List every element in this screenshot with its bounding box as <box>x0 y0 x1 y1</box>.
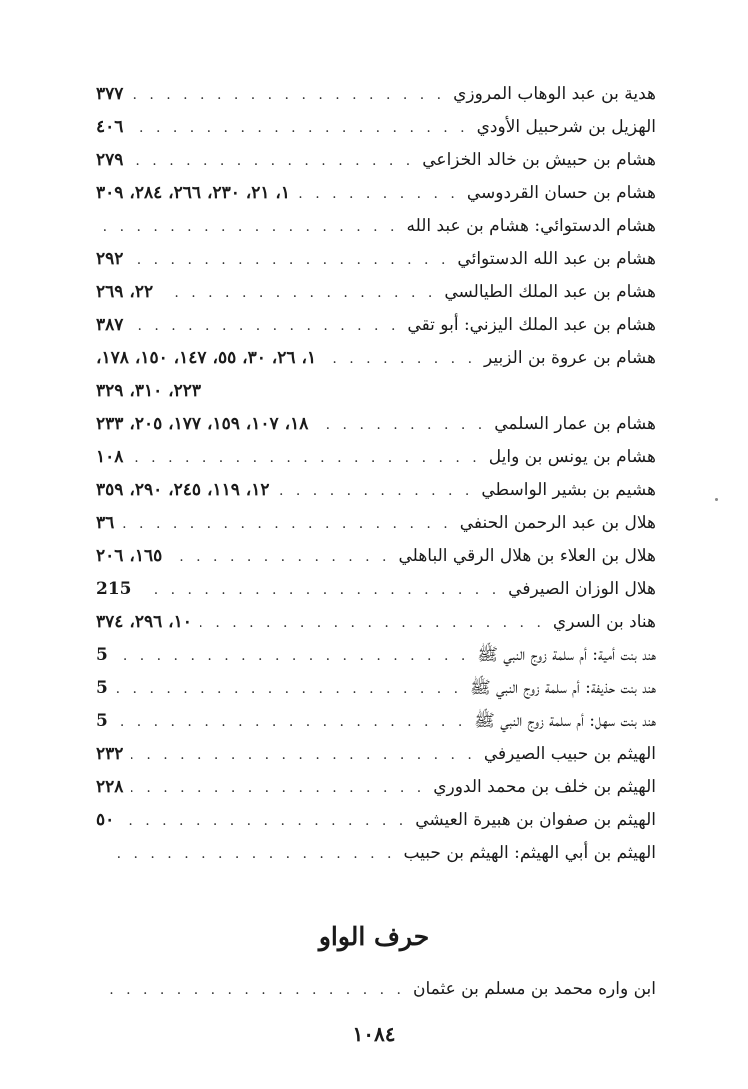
leader-dots <box>316 409 486 442</box>
entry-pages: ٣٦ <box>96 513 115 533</box>
section-index-list <box>96 973 656 1006</box>
entry-name: هلال الوزان الصيرفي <box>508 579 656 599</box>
index-entry <box>96 540 656 573</box>
entry-pages: ١٢، ١١٩، ٢٤٥، ٢٩٠، ٣٥٩ <box>96 480 270 500</box>
entry-name: هناد بن السري <box>552 612 656 632</box>
leader-dots <box>324 343 476 376</box>
entry-name: هشام بن حبيش بن خالد الخزاعي <box>422 150 656 170</box>
leader-dots <box>122 805 407 838</box>
leader-dots <box>131 442 480 475</box>
entry-name: هدية بن عبد الوهاب المروزي <box>453 84 656 104</box>
entry-name: الهيثم بن خلف بن محمد الدوري <box>433 777 656 797</box>
index-entry <box>96 210 656 243</box>
entry-pages: 5 <box>96 645 108 665</box>
entry-pages-continuation: ٢٢٣، ٣١٠، ٣٢٩ <box>96 381 202 401</box>
index-entry <box>96 804 656 837</box>
leader-dots <box>278 475 474 508</box>
entry-pages: ١٠، ٢٩٦، ٣٧٤ <box>96 612 192 632</box>
entry-name: هشام الدستوائي: هشام بن عبد الله <box>406 216 656 236</box>
index-entry <box>96 973 656 1006</box>
index-entry <box>96 243 656 276</box>
leader-dots <box>298 178 459 211</box>
section-heading: حرف الواو <box>318 922 430 951</box>
entry-name: هشيم بن بشير الواسطي <box>481 480 656 500</box>
entry-name: الهزيل بن شرحبيل الأودي <box>476 117 656 137</box>
index-entry <box>96 342 656 375</box>
index-entry <box>96 474 656 507</box>
scan-speck <box>715 498 718 501</box>
entry-name: هند بنت أمية: أم سلمة زوج النبي ﷺ <box>477 645 656 665</box>
entry-name: هشام بن عبد الملك الطيالسي <box>444 282 656 302</box>
leader-dots <box>116 640 469 673</box>
leader-dots <box>131 310 399 343</box>
entry-pages: ٣٧٧ <box>96 84 124 104</box>
index-entry <box>96 738 656 771</box>
entry-pages: ٢٢، ٢٦٩ <box>96 282 154 302</box>
index-entry <box>96 408 656 441</box>
leader-dots <box>200 607 545 640</box>
entry-name: ابن واره محمد بن مسلم بن عثمان <box>412 979 656 999</box>
leader-dots <box>104 211 398 244</box>
leader-dots <box>104 838 395 871</box>
index-entry <box>96 78 656 111</box>
leader-dots <box>131 145 414 178</box>
entry-name: الهيثم بن أبي الهيثم: الهيثم بن حبيب <box>403 843 656 863</box>
index-entry <box>96 111 656 144</box>
entry-name: هشام بن عبد الملك اليزني: أبو تقي <box>407 315 656 335</box>
entry-pages: ١٨، ١٠٧، ١٥٩، ١٧٧، ٢٠٥، ٢٣٣ <box>96 414 309 434</box>
entry-pages: ٣٨٧ <box>96 315 124 335</box>
entry-pages: ١، ٢٦، ٣٠، ٥٥، ١٤٧، ١٥٠، ١٧٨، <box>96 348 317 368</box>
entry-pages: ٢٩٢ <box>96 249 124 269</box>
entry-name: هند بنت سهل: أم سلمة زوج النبي ﷺ <box>474 711 656 731</box>
leader-dots <box>131 244 449 277</box>
entry-pages: ٢٣٢ <box>96 744 124 764</box>
leader-dots <box>116 673 462 706</box>
entry-pages: ٢٧٩ <box>96 150 124 170</box>
entry-pages: 5 <box>96 678 108 698</box>
index-entry <box>96 144 656 177</box>
index-entry <box>96 639 656 672</box>
entry-name: هند بنت حذيفة: أم سلمة زوج النبي ﷺ <box>470 678 656 698</box>
leader-dots <box>104 974 405 1007</box>
entry-pages: ٢٢٨ <box>96 777 124 797</box>
index-entry <box>96 672 656 705</box>
entry-name: هشام بن عمار السلمي <box>494 414 656 434</box>
leader-dots <box>122 508 451 541</box>
page-number: ١٠٨٤ <box>352 1022 396 1046</box>
entry-name: هشام بن عروة بن الزبير <box>484 348 656 368</box>
entry-pages: ١٦٥، ٢٠٦ <box>96 546 163 566</box>
entry-name: هشام بن يونس بن وايل <box>488 447 656 467</box>
entry-pages: 215 <box>96 579 132 599</box>
leader-dots <box>131 112 468 145</box>
entry-name: هلال بن العلاء بن هلال الرقي الباهلي <box>398 546 656 566</box>
entry-name: الهيثم بن حبيب الصيرفي <box>483 744 656 764</box>
entry-name: هلال بن عبد الرحمن الحنفي <box>459 513 656 533</box>
leader-dots <box>131 772 425 805</box>
entry-name: الهيثم بن صفوان بن هبيرة العيشي <box>415 810 656 830</box>
entry-pages: ١٠٨ <box>96 447 124 467</box>
leader-dots <box>170 541 390 574</box>
index-entry <box>96 573 656 606</box>
entry-name: هشام بن عبد الله الدستوائي <box>457 249 656 269</box>
leader-dots <box>131 79 445 112</box>
entry-pages: ١، ٢١، ٢٣٠، ٢٦٦، ٢٨٤، ٣٠٩ <box>96 183 291 203</box>
leader-dots <box>161 277 436 310</box>
index-entry <box>96 177 656 210</box>
index-entry <box>96 837 656 870</box>
entry-pages: 5 <box>96 711 108 731</box>
leader-dots <box>116 706 466 739</box>
index-list <box>96 78 656 870</box>
index-entry <box>96 705 656 738</box>
index-entry <box>96 309 656 342</box>
index-entry <box>96 441 656 474</box>
index-entry <box>96 276 656 309</box>
index-entry <box>96 507 656 540</box>
entry-pages: ٤٠٦ <box>96 117 124 137</box>
leader-dots <box>131 739 475 772</box>
index-entry <box>96 771 656 804</box>
entry-pages: ٥٠ <box>96 810 115 830</box>
leader-dots <box>140 574 501 607</box>
index-entry <box>96 606 656 639</box>
entry-name: هشام بن حسان القردوسي <box>466 183 656 203</box>
